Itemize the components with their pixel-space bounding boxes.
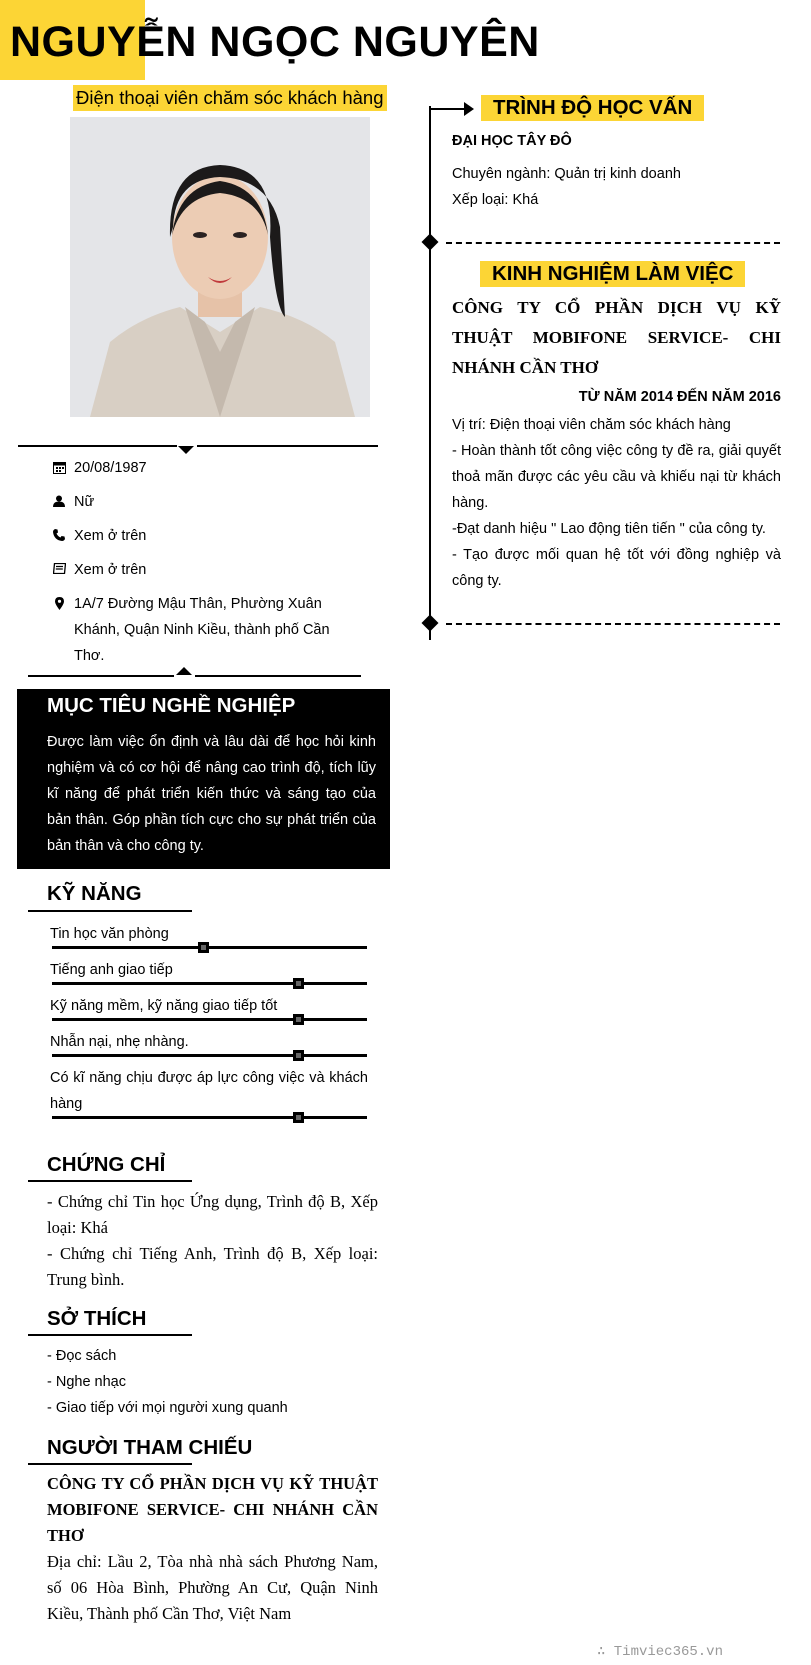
info-birthdate-text: 20/08/1987: [74, 460, 147, 476]
experience-period: TỪ NĂM 2014 ĐẾN NĂM 2016: [578, 389, 781, 405]
certificates-title: CHỨNG CHỈ: [47, 1153, 166, 1176]
experience-duty: - Hoàn thành tốt công việc công ty đề ra, giải quyết thoả mãn được các yêu cầu và khiếu nại từ khách hàng.: [452, 443, 781, 511]
hobbies-title: SỞ THÍCH: [47, 1307, 147, 1330]
skill-bar: [52, 946, 367, 949]
info-divider-bottom-left: [28, 675, 174, 677]
calendar-icon: [44, 455, 74, 481]
career-objective-section: [17, 689, 390, 869]
experience-divider: [446, 623, 780, 625]
skill-bar: [52, 1018, 367, 1021]
info-email: [44, 557, 344, 583]
references-underline: [28, 1463, 192, 1465]
experience-company: CÔNG TY CỔ PHẦN DỊCH VỤ KỸ THUẬT MOBIFONE SERVICE- CHI NHÁNH CẦN THƠ: [452, 298, 781, 377]
skill-level-handle: [293, 978, 304, 989]
skill-name: Tiếng anh giao tiếp: [50, 962, 173, 978]
skill-name: Tin học văn phòng: [50, 926, 169, 942]
info-divider-arrow-down: [178, 446, 194, 454]
email-icon: [44, 557, 74, 583]
skill-level-handle: [293, 1014, 304, 1025]
info-divider-top-right: [197, 445, 378, 447]
info-divider-top-left: [18, 445, 177, 447]
hobby-item: - Đọc sách: [47, 1348, 117, 1364]
skill-name: Nhẫn nại, nhẹ nhàng.: [50, 1034, 189, 1050]
timeline-line: [429, 106, 431, 640]
person-icon: [44, 489, 74, 515]
hobby-item: - Giao tiếp với mọi người xung quanh: [47, 1400, 288, 1416]
info-birthdate: [44, 455, 344, 481]
job-title: Điện thoại viên chăm sóc khách hàng: [73, 85, 387, 111]
profile-photo: [70, 117, 370, 417]
skill-level-handle: [293, 1112, 304, 1123]
info-gender-text: Nữ: [74, 494, 95, 510]
info-address-text: 1A/7 Đường Mậu Thân, Phường Xuân Khánh, Quận Ninh Kiều, thành phố Cần Thơ.: [74, 596, 330, 664]
reference-company: CÔNG TY CỔ PHẦN DỊCH VỤ KỸ THUẬT MOBIFONE SERVICE- CHI NHÁNH CẦN THƠ: [47, 1474, 378, 1545]
references-title: NGƯỜI THAM CHIẾU: [47, 1436, 253, 1459]
skill-bar: [52, 1054, 367, 1057]
timeline-diamond: [422, 615, 439, 632]
experience-duty: -Đạt danh hiệu " Lao động tiên tiến " của công ty.: [452, 521, 766, 537]
phone-icon: [44, 523, 74, 549]
education-school: ĐẠI HỌC TÂY ĐÔ: [452, 133, 572, 149]
skill-bar: [52, 1116, 367, 1119]
certificates-underline: [28, 1180, 192, 1182]
education-title: TRÌNH ĐỘ HỌC VẤN: [481, 95, 704, 121]
skills-title: KỸ NĂNG: [47, 882, 142, 905]
skill-bar: [52, 982, 367, 985]
hobbies-underline: [28, 1334, 192, 1336]
skill-name: Có kĩ năng chịu được áp lực công việc và khách hàng: [50, 1070, 368, 1112]
candidate-name: NGUYỄN NGỌC NGUYÊN: [10, 18, 540, 66]
hobby-item: - Nghe nhạc: [47, 1374, 126, 1390]
info-phone-text: Xem ở trên: [74, 528, 147, 544]
skill-level-handle: [198, 942, 209, 953]
career-objective-title: MỤC TIÊU NGHỀ NGHIỆP: [47, 694, 296, 717]
skill-level-handle: [293, 1050, 304, 1061]
reference-address: Địa chỉ: Lầu 2, Tòa nhà nhà sách Phương Nam, số 06 Hòa Bình, Phường An Cư, Quận Ninh Kiều, Thành phố Cần Thơ, Việt Nam: [47, 1552, 378, 1623]
certificate-item: - Chứng chỉ Tiếng Anh, Trình độ B, Xếp loại: Trung bình.: [47, 1244, 378, 1289]
education-rank: Xếp loại: Khá: [452, 192, 539, 208]
info-divider-arrow-up: [176, 667, 192, 675]
timeline-diamond: [422, 234, 439, 251]
info-gender: [44, 489, 344, 515]
career-objective-text: Được làm việc ổn định và lâu dài để học hỏi kinh nghiệm và có cơ hội để nâng cao trình độ, tích lũy kĩ năng để phát triển kiến thức và sáng tạo của bản thân. Góp phần tích cực cho sự phát triển của bản thân và cho công ty.: [47, 734, 376, 854]
info-address: [44, 591, 344, 669]
skills-underline: [28, 910, 192, 912]
info-phone: [44, 523, 344, 549]
skill-name: Kỹ năng mềm, kỹ năng giao tiếp tốt: [50, 998, 278, 1014]
education-major: Chuyên ngành: Quản trị kinh doanh: [452, 166, 681, 182]
education-divider: [446, 242, 780, 244]
info-email-text: Xem ở trên: [74, 562, 147, 578]
timeline-arrow-head: [464, 102, 474, 116]
experience-duty: - Tạo được mối quan hệ tốt với đồng nghiệp và công ty.: [452, 547, 781, 589]
experience-title: KINH NGHIỆM LÀM VIỆC: [480, 261, 745, 287]
info-divider-bottom-right: [195, 675, 361, 677]
experience-position: Vị trí: Điện thoại viên chăm sóc khách hàng: [452, 417, 731, 433]
certificate-item: - Chứng chỉ Tin học Ứng dụng, Trình độ B, Xếp loại: Khá: [47, 1192, 378, 1237]
location-pin-icon: [44, 591, 74, 669]
timeline-arrow-line: [431, 108, 466, 110]
watermark: ∴ Timviec365.vn: [596, 1644, 723, 1660]
